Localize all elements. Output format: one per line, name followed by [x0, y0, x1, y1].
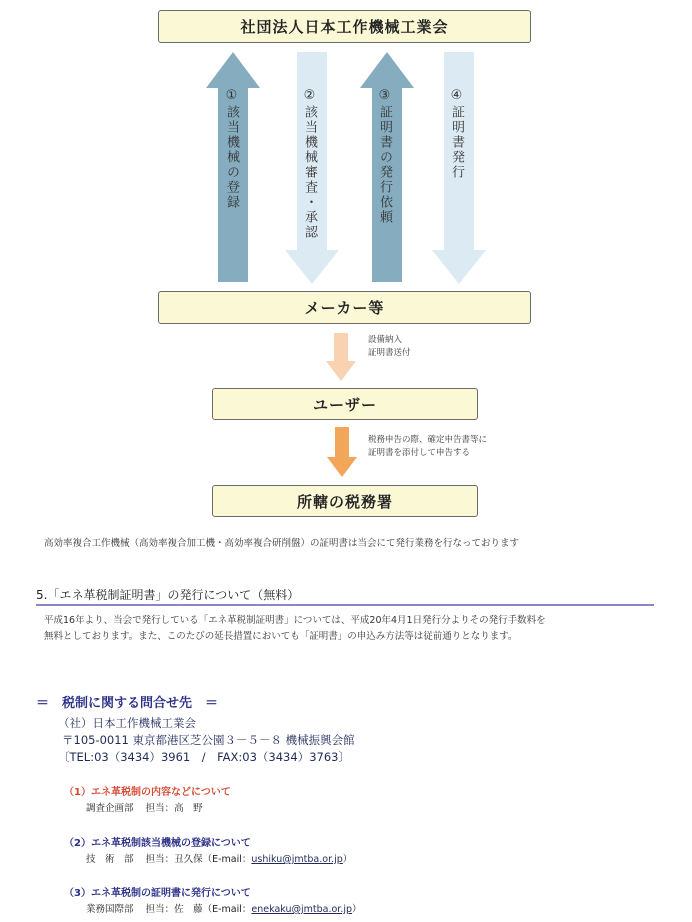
- inquiry-3-person: 担当：佐 藤（E-mail：: [145, 904, 252, 915]
- arrow-2-label: ②該当機械審査・承認: [302, 88, 317, 240]
- contact-tel: 〔TEL:03（3434）3961 / FAX:03（3434）3763〕: [58, 750, 350, 764]
- section5-rule: [36, 604, 654, 606]
- inquiry-2-close: ）: [342, 854, 353, 865]
- org-box: 社団法人日本工作機械工業会: [158, 10, 531, 43]
- contact-address: 〒105-0011 東京都港区芝公園３－５－８ 機械振興会館: [62, 733, 355, 747]
- arrow-maker-to-user-shape: [326, 333, 356, 381]
- arrow-user-to-tax-shape: [327, 427, 357, 477]
- maker-box: メーカー等: [158, 291, 531, 324]
- inquiry-2-person: 担当：丑久保（E-mail：: [145, 854, 252, 865]
- caption-text: 高効率複合工作機械（高効率複合加工機・高効率複合研削盤）の証明書は当会にて発行業務を行なっております: [44, 538, 520, 549]
- note-user-tax: 税務申告の際、確定申告書等に 証明書を添付して申告する: [368, 435, 488, 458]
- inquiry-2-title: （2）エネ革税制該当機械の登録について: [64, 838, 251, 849]
- inquiry-3-dept: 業務国際部: [86, 904, 134, 915]
- inquiry-1-title: （1）エネ革税制の内容などについて: [64, 787, 231, 798]
- arrow-1-label: ①該当機械の登録: [224, 88, 239, 210]
- inquiry-2-email-link[interactable]: ushiku@jmtba.or.jp: [251, 854, 343, 865]
- inquiry-3-detail: [86, 901, 362, 915]
- arrow-3-label: ③証明書の発行依頼: [377, 88, 392, 225]
- inquiry-1-detail: [86, 800, 203, 814]
- arrow-4-label: ④証明書発行: [449, 88, 464, 180]
- section5-line2: 無料としております。また、このたびの延長措置においても「証明書」の申込み方法等は従前通りとなります。: [44, 631, 518, 642]
- inquiry-1-dept: 調査企画部: [86, 803, 134, 814]
- contact-org: （社）日本工作機械工業会: [58, 716, 196, 730]
- inquiry-3-close: ）: [352, 904, 362, 915]
- note-maker-user: 設備納入 証明書送付: [368, 335, 411, 358]
- inquiry-3-title: （3）エネ革税制の証明書に発行について: [64, 888, 251, 899]
- arrow-user-to-tax: [327, 427, 357, 477]
- inquiry-3-email-link[interactable]: enekaku@jmtba.or.jp: [251, 904, 353, 915]
- inquiry-2-dept: 技 術 部: [86, 854, 134, 865]
- arrow-maker-to-user: [326, 333, 356, 381]
- inquiry-2-detail: [86, 851, 352, 865]
- tax-office-box: 所轄の税務署: [212, 485, 478, 517]
- user-box: ユーザー: [212, 388, 478, 420]
- inquiry-1-person: 担当：高 野: [145, 803, 203, 814]
- contact-heading: ＝ 税制に関する問合せ先 ＝: [36, 696, 219, 711]
- section5-line1: 平成16年より、当会で発行している「エネ革税制証明書」については、平成20年4月1日発行分よりその発行手数料を: [44, 615, 546, 626]
- section5-heading: 5.「エネ革税制証明書」の発行について（無料）: [36, 588, 300, 602]
